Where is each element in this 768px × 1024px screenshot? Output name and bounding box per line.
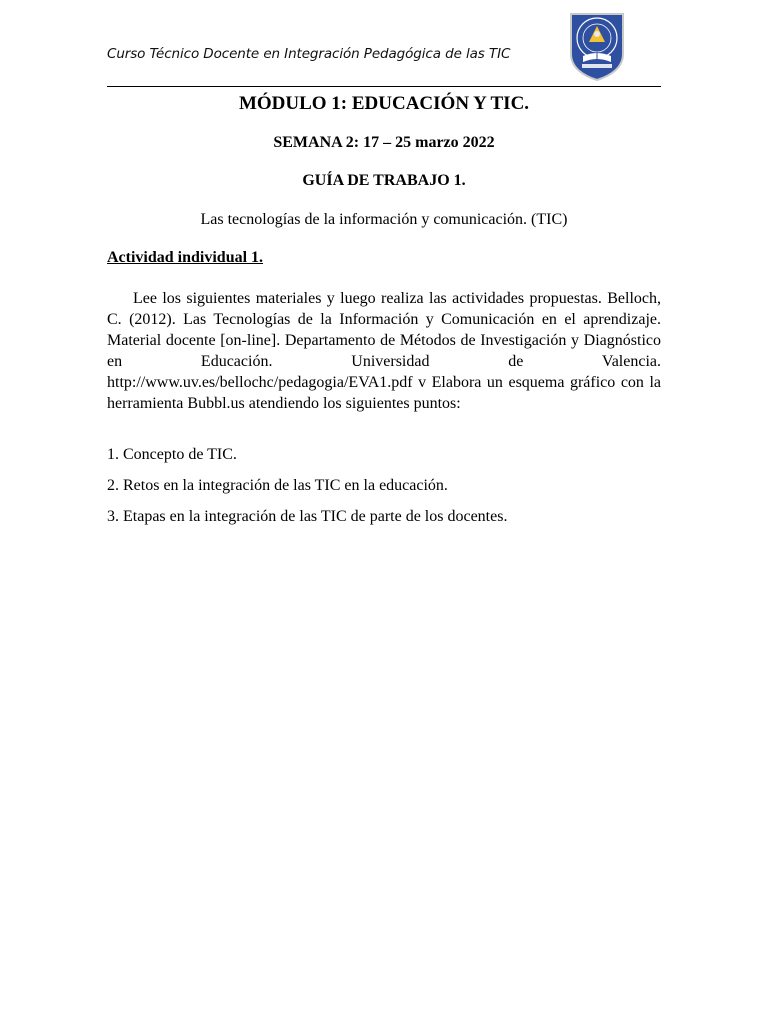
topic-line: Las tecnologías de la información y comunicación. (TIC) (200, 211, 568, 228)
week-line: SEMANA 2: 17 – 25 marzo 2022 (273, 134, 495, 151)
points-list (107, 444, 661, 537)
crest-icon (568, 12, 626, 82)
activity-heading: Actividad individual 1. (107, 249, 264, 266)
list-item: 3. Etapas en la integración de las TIC de parte de los docentes. (107, 508, 508, 525)
module-title: MÓDULO 1: EDUCACIÓN Y TIC. (238, 93, 530, 114)
list-item: 1. Concepto de TIC. (107, 446, 237, 463)
activity-paragraph: Lee los siguientes materiales y luego realiza las actividades propuestas. Belloch, C. (2012). Las Tecnologías de la Información y Comunicación en el aprendizaje. Material docente [on-line]. Departamento de Métodos de Investigación y Diagnóstico en Educación. Universidad de Valencia. http://www.uv.es/bellochc/pedagogia/EVA1.pdf v Elabora un esquema gráfico con la herramienta Bubbl.us atendiendo los siguientes puntos: (107, 290, 661, 412)
institute-logo (568, 12, 626, 82)
list-item: 2. Retos en la integración de las TIC en la educación. (107, 477, 448, 494)
header-course-title: Curso Técnico Docente en Integración Pedagógica de las TIC (107, 46, 511, 62)
header-divider (107, 86, 661, 87)
guide-title: GUÍA DE TRABAJO 1. (302, 172, 466, 189)
